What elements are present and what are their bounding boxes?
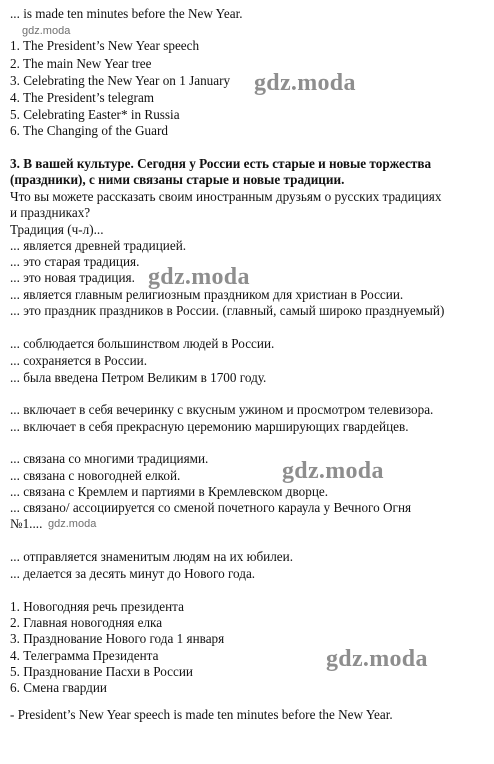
- group1-item-5: ... это праздник праздников в России. (главный, самый широко празднуемый): [10, 303, 445, 318]
- russian-list-item-1: 1. Новогодняя речь президента: [10, 599, 184, 614]
- watermark: gdz.moda: [326, 646, 428, 672]
- watermark: gdz.moda: [254, 70, 356, 96]
- english-list-item-5: 5. Celebrating Easter* in Russia: [10, 107, 180, 122]
- russian-list-item-6: 6. Смена гвардии: [10, 680, 107, 695]
- english-list-item-1: 1. The President’s New Year speech: [10, 38, 200, 53]
- group4-item-3: ... связана с Кремлем и партиями в Кремлевском дворце.: [10, 484, 329, 499]
- task-lead: Традиция (ч-л)...: [10, 222, 104, 237]
- russian-list-item-4: 4. Телеграмма Президента: [10, 648, 159, 663]
- task-question-line-1: Что вы можете рассказать своим иностранным друзьям о русских традициях: [10, 189, 442, 204]
- english-list-item-3: 3. Celebrating the New Year on 1 January: [10, 73, 231, 88]
- task-heading-line-2: (праздники), с ними связаны старые и новые традиции.: [10, 172, 345, 187]
- watermark-small: gdz.moda: [48, 518, 97, 530]
- task-question-line-2: и праздниках?: [10, 205, 91, 220]
- group2-item-1: ... соблюдается большинством людей в России.: [10, 336, 275, 351]
- russian-list-item-3: 3. Празднование Нового года 1 января: [10, 631, 225, 646]
- group2-item-3: ... была введена Петром Великим в 1700 году.: [10, 370, 267, 385]
- task-heading-line-1: 3. В вашей культуре. Сегодня у России есть старые и новые торжества: [10, 156, 432, 171]
- watermark: gdz.moda: [282, 458, 384, 484]
- russian-list-item-5: 5. Празднование Пасхи в России: [10, 664, 193, 679]
- group3-item-1: ... включает в себя вечеринку с вкусным ужином и просмотром телевизора.: [10, 402, 434, 417]
- group5-item-1: ... отправляется знаменитым людям на их юбилеи.: [10, 549, 294, 564]
- group5-item-2: ... делается за десять минут до Нового года.: [10, 566, 256, 581]
- group1-item-2: ... это старая традиция.: [10, 254, 140, 269]
- group1-item-3: ... это новая традиция.: [10, 270, 135, 285]
- russian-list-item-2: 2. Главная новогодняя елка: [10, 615, 163, 630]
- english-list-item-6: 6. The Changing of the Guard: [10, 123, 168, 138]
- group2-item-2: ... сохраняется в России.: [10, 353, 148, 368]
- intro-line: ... is made ten minutes before the New Year.: [10, 6, 243, 21]
- group1-item-4: ... является главным религиозным праздником для христиан в России.: [10, 287, 404, 302]
- group3-item-2: ... включает в себя прекрасную церемонию марширующих гвардейцев.: [10, 419, 409, 434]
- watermark-small: gdz.moda: [22, 25, 71, 37]
- group4-item-2: ... связана с новогодней елкой.: [10, 468, 181, 483]
- group4-item-4: ... связано/ ассоциируется со сменой почетного караула у Вечного Огня: [10, 500, 412, 515]
- english-list-item-2: 2. The main New Year tree: [10, 56, 152, 71]
- answer-line: - President’s New Year speech is made ten minutes before the New Year.: [10, 707, 393, 722]
- english-list-item-4: 4. The President’s telegram: [10, 90, 155, 105]
- group4-item-1: ... связана со многими традициями.: [10, 451, 209, 466]
- group1-item-1: ... является древней традицией.: [10, 238, 187, 253]
- watermark: gdz.moda: [148, 264, 250, 290]
- group4-item-5: №1....: [10, 516, 43, 531]
